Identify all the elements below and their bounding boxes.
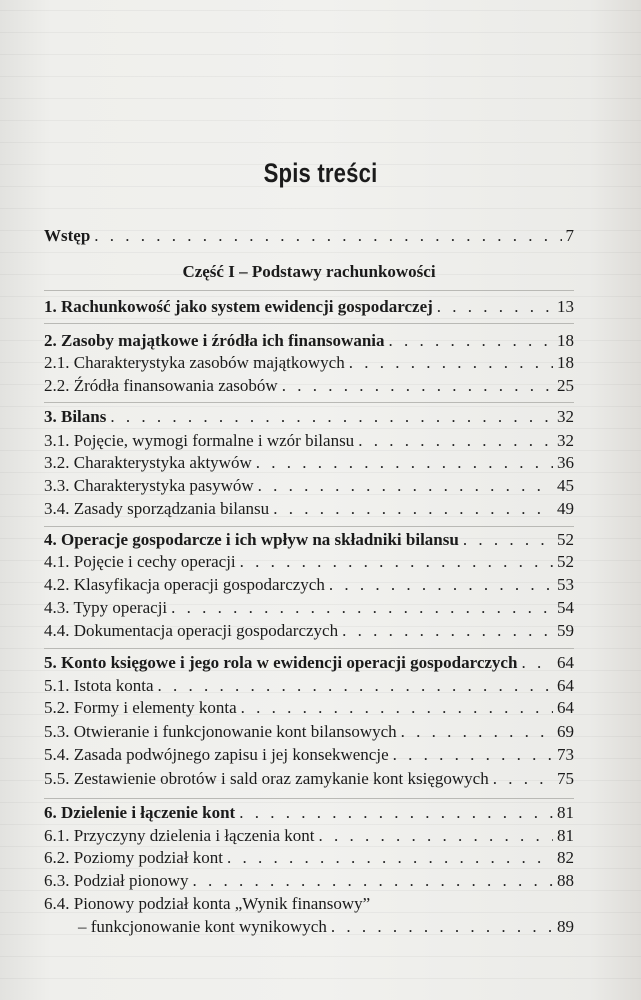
toc-entry-label: 3.4. Zasady sporządzania bilansu (44, 499, 270, 518)
leader-dots (389, 330, 554, 352)
toc-entry-5-5[interactable] (44, 768, 574, 790)
toc-entry-6-2[interactable] (44, 847, 574, 869)
toc-entry-5-3[interactable] (44, 721, 574, 743)
toc-entry-label: 5. Konto księgowe i jego rola w ewidencji operacji gospodarczych (44, 653, 518, 672)
toc-entry-label: 6.2. Poziomy podział kont (44, 848, 223, 867)
leader-dots (158, 675, 553, 697)
toc-entry-5-4[interactable] (44, 744, 574, 766)
leader-dots (437, 296, 553, 318)
toc-entry-label: 6.3. Podział pionowy (44, 871, 189, 890)
toc-entry-label: 4. Operacje gospodarcze i ich wpływ na składniki bilansu (44, 530, 459, 549)
leader-dots (94, 225, 561, 247)
toc-entry-label: 5.5. Zestawienie obrotów i sald oraz zamykanie kont księgowych (44, 769, 489, 788)
toc-entry-6-3[interactable] (44, 870, 574, 892)
leader-dots (273, 498, 553, 520)
toc-entry-6-4[interactable] (44, 893, 574, 915)
toc-entry-4-3[interactable] (44, 597, 574, 619)
toc-page-number: 69 (557, 722, 574, 741)
toc-entry-2-1[interactable] (44, 352, 574, 374)
leader-dots (193, 870, 554, 892)
toc-entry-label: 1. Rachunkowość jako system ewidencji gospodarczej (44, 297, 433, 316)
leader-dots (241, 697, 553, 719)
toc-entry-label: 4.3. Typy operacji (44, 598, 168, 617)
toc-page-number: 13 (557, 297, 574, 316)
leader-dots (171, 597, 553, 619)
toc-entry-label: 3.2. Charakterystyka aktywów (44, 453, 252, 472)
leader-dots (463, 529, 553, 551)
toc-page-number: 75 (557, 769, 574, 788)
part-heading (44, 262, 574, 282)
toc-page-number: 7 (565, 226, 574, 245)
section-divider (44, 648, 574, 649)
toc-page-number: 53 (557, 575, 574, 594)
toc-page-number: 73 (557, 745, 574, 764)
toc-entry-label: 4.1. Pojęcie i cechy operacji (44, 552, 236, 571)
toc-entry-label: 2. Zasoby majątkowe i źródła ich finansowania (44, 331, 385, 350)
toc-entry-label: 2.2. Źródła finansowania zasobów (44, 376, 278, 395)
part-dash: – (234, 262, 252, 281)
toc-page-number: 18 (557, 353, 574, 372)
toc-page-number: 52 (557, 552, 574, 571)
toc-entry-3[interactable] (44, 406, 574, 428)
leader-dots (493, 768, 553, 790)
toc-page-number: 54 (557, 598, 574, 617)
toc-page-number: 32 (557, 431, 574, 450)
toc-entry-3-4[interactable] (44, 498, 574, 520)
leader-dots (401, 721, 553, 743)
toc-entry-4-2[interactable] (44, 574, 574, 596)
toc-entry-3-2[interactable] (44, 452, 574, 474)
toc-entry-3-1[interactable] (44, 430, 574, 452)
toc-page-number: 49 (557, 499, 574, 518)
toc-page-number: 59 (557, 621, 574, 640)
toc-entry-5-1[interactable] (44, 675, 574, 697)
leader-dots (331, 916, 553, 938)
toc-entry-4-1[interactable] (44, 551, 574, 573)
toc-entry-label: 5.4. Zasada podwójnego zapisu i jej konsekwencje (44, 745, 389, 764)
toc-entry-label: 5.1. Istota konta (44, 676, 154, 695)
toc-page-number: 64 (557, 653, 574, 672)
toc-page-number: 25 (557, 376, 574, 395)
leader-dots (240, 551, 553, 573)
leader-dots (282, 375, 553, 397)
toc-entry-2-2[interactable] (44, 375, 574, 397)
toc-page-number: 52 (557, 530, 574, 549)
toc-entry-4-4[interactable] (44, 620, 574, 642)
leader-dots (239, 802, 553, 824)
leader-dots (258, 475, 553, 497)
toc-entry-5[interactable] (44, 652, 574, 674)
section-divider (44, 402, 574, 403)
toc-page-number: 64 (557, 698, 574, 717)
leader-dots (318, 825, 553, 847)
toc-page-number: 18 (557, 331, 574, 350)
toc-page-number: 36 (557, 453, 574, 472)
toc-page-number: 32 (557, 407, 574, 426)
toc-entry-label: 5.3. Otwieranie i funkcjonowanie kont bilansowych (44, 722, 397, 741)
leader-dots (358, 430, 553, 452)
toc-page-number: 89 (557, 917, 574, 936)
section-divider (44, 290, 574, 291)
toc-entry-6-1[interactable] (44, 825, 574, 847)
toc-entry-label: – funkcjonowanie kont wynikowych (78, 917, 327, 936)
leader-dots (329, 574, 553, 596)
toc-entry-label: 5.2. Formy i elementy konta (44, 698, 237, 717)
toc-page-number: 82 (557, 848, 574, 867)
toc-entry-label: 6.4. Pionowy podział konta „Wynik finansowy” (44, 894, 371, 913)
section-divider (44, 798, 574, 799)
toc-entry-1[interactable] (44, 296, 574, 318)
toc-entry-2[interactable] (44, 330, 574, 352)
leader-dots (393, 744, 553, 766)
toc-entry-3-3[interactable] (44, 475, 574, 497)
leader-dots (521, 652, 553, 674)
toc-page-number: 81 (557, 803, 574, 822)
leader-dots (342, 620, 553, 642)
toc-entry-5-2[interactable] (44, 697, 574, 719)
toc-entry-label: Wstęp (44, 226, 91, 245)
toc-entry-intro[interactable] (44, 225, 574, 247)
toc-entry-label: 4.2. Klasyfikacja operacji gospodarczych (44, 575, 325, 594)
toc-entry-label: 4.4. Dokumentacja operacji gospodarczych (44, 621, 339, 640)
toc-entry-label: 3.3. Charakterystyka pasywów (44, 476, 254, 495)
toc-entry-label: 3.1. Pojęcie, wymogi formalne i wzór bilansu (44, 431, 355, 450)
part-label: Część I (182, 262, 235, 281)
leader-dots (256, 452, 553, 474)
toc-entry-label: 6. Dzielenie i łączenie kont (44, 803, 236, 822)
toc-entry-label: 3. Bilans (44, 407, 107, 426)
toc-entry-6-4b[interactable] (77, 916, 574, 938)
toc-entry-6[interactable] (44, 802, 574, 824)
toc-page-number: 81 (557, 826, 574, 845)
page-title: Spis treści (263, 158, 378, 188)
toc-page-number: 45 (557, 476, 574, 495)
leader-dots (110, 406, 553, 428)
section-divider (44, 323, 574, 324)
toc-entry-label: 2.1. Charakterystyka zasobów majątkowych (44, 353, 345, 372)
toc-page-number: 88 (557, 871, 574, 890)
part-name: Podstawy rachunkowości (251, 262, 436, 281)
leader-dots (227, 847, 553, 869)
leader-dots (349, 352, 553, 374)
toc-entry-4[interactable] (44, 529, 574, 551)
toc-page-number: 64 (557, 676, 574, 695)
section-divider (44, 526, 574, 527)
toc-entry-label: 6.1. Przyczyny dzielenia i łączenia kont (44, 826, 315, 845)
